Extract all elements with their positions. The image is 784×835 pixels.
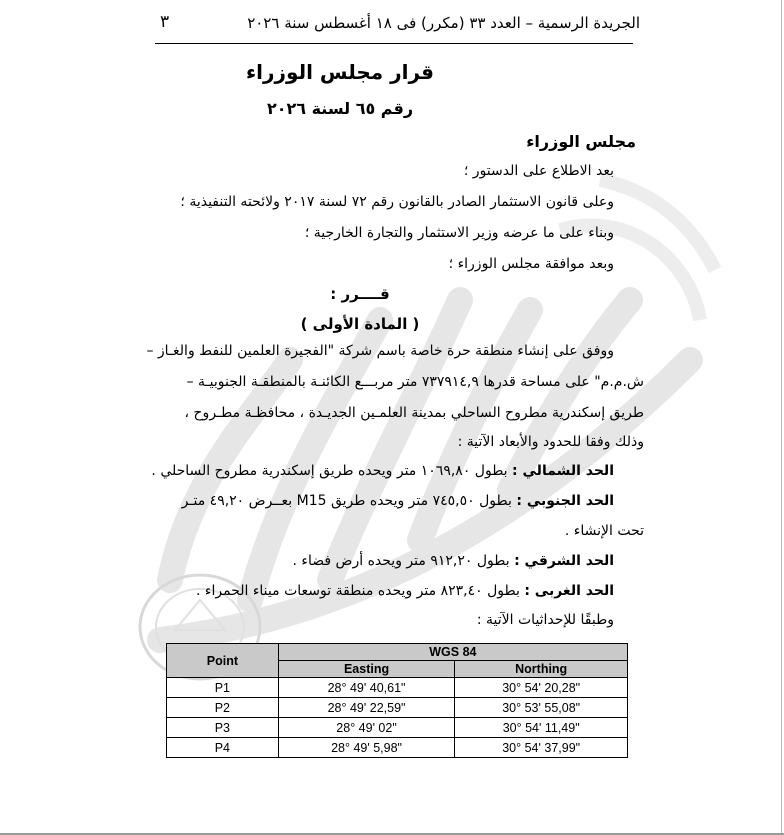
running-header — [160, 8, 640, 38]
table-row — [167, 738, 628, 758]
northing-cell: 30° 54' 11,49" — [455, 718, 628, 738]
point-cell: P1 — [167, 678, 279, 698]
border-south-text: بطول ٧٤٥,٥٠ متر ويحده طريق M15 بعــرض ٤٩,٢٠ متـر — [181, 493, 512, 509]
page-edge — [781, 0, 782, 835]
northing-cell: 30° 54' 20,28" — [455, 678, 628, 698]
point-header: Point — [167, 644, 279, 678]
preamble-line: بعد الاطلاع على الدستور ؛ — [463, 163, 614, 179]
datum-header: WGS 84 — [278, 644, 627, 661]
page-number: ٣ — [160, 12, 170, 32]
coordinates-table — [166, 643, 628, 758]
easting-cell: 28° 49' 02" — [278, 718, 455, 738]
decided-heading: قــــرر : — [330, 285, 390, 303]
table-row — [167, 678, 628, 698]
easting-cell: 28° 49' 5,98" — [278, 738, 455, 758]
header-title: الجريدة الرسمية – العدد ٣٣ (مكرر) فى ١٨ أغسطس سنة ٢٠٢٦ — [247, 14, 640, 32]
easting-cell: 28° 49' 40,61" — [278, 678, 455, 698]
point-cell: P3 — [167, 718, 279, 738]
border-north-label: الحد الشمالي : — [512, 463, 614, 479]
article-line: ووفق على إنشاء منطقة حرة خاصة باسم شركة "الفجيرة العلمين للنفط والغـاز – — [146, 343, 614, 359]
border-south — [182, 493, 614, 509]
easting-header: Easting — [278, 661, 455, 678]
northing-header: Northing — [455, 661, 628, 678]
table-row — [167, 718, 628, 738]
decree-title: قرار مجلس الوزراء — [245, 60, 435, 84]
header-rule — [155, 43, 633, 44]
preamble-line: وعلى قانون الاستثمار الصادر بالقانون رقم ٧٢ لسنة ٢٠١٧ ولائحته التنفيذية ؛ — [180, 194, 614, 210]
border-west-text: بطول ٨٢٣,٤٠ متر ويحده منطقة توسعات ميناء الحمراء . — [196, 583, 520, 599]
easting-cell: 28° 49' 22,59" — [278, 698, 455, 718]
issuer-heading: مجلس الوزراء — [526, 132, 636, 151]
watermark-graphic — [130, 60, 730, 660]
preamble-line: وبعد موافقة مجلس الوزراء ؛ — [448, 256, 614, 272]
border-south-label: الحد الجنوبي : — [516, 493, 614, 509]
border-west — [196, 583, 614, 599]
border-east-label: الحد الشرقي : — [514, 553, 614, 569]
northing-cell: 30° 53' 55,08" — [455, 698, 628, 718]
northing-cell: 30° 54' 37,99" — [455, 738, 628, 758]
article-line: ش.م.م" على مساحة قدرها ٧٣٧٩١٤,٩ متر مربـــع الكائنـة بالمنطقـة الجنوبيـة – — [186, 374, 644, 390]
border-north — [151, 463, 614, 479]
border-north-text: بطول ١٠٦٩,٨٠ متر ويحده طريق إسكندرية مطروح الساحلي . — [151, 463, 508, 479]
border-south-continued: تحت الإنشاء . — [564, 523, 644, 539]
coordinates-intro: وطبقًا للإحداثيات الآتية : — [476, 612, 614, 628]
article-line: طريق إسكندرية مطروح الساحلي بمدينة العلمـين الجديـدة ، محافظـة مطـروح ، — [184, 405, 644, 421]
point-cell: P2 — [167, 698, 279, 718]
table-row — [167, 698, 628, 718]
border-east-text: بطول ٩١٢,٢٠ متر ويحده أرض فضاء . — [292, 553, 510, 569]
decree-number: رقم ٦٥ لسنة ٢٠٢٦ — [266, 99, 414, 118]
article-line: وذلك وفقا للحدود والأبعاد الآتية : — [457, 434, 644, 450]
border-west-label: الحد الغربى : — [524, 583, 614, 599]
article-heading: ( المادة الأولى ) — [300, 315, 420, 333]
border-east — [293, 553, 614, 569]
point-cell: P4 — [167, 738, 279, 758]
preamble-line: وبناء على ما عرضه وزير الاستثمار والتجارة الخارجية ؛ — [304, 225, 614, 241]
